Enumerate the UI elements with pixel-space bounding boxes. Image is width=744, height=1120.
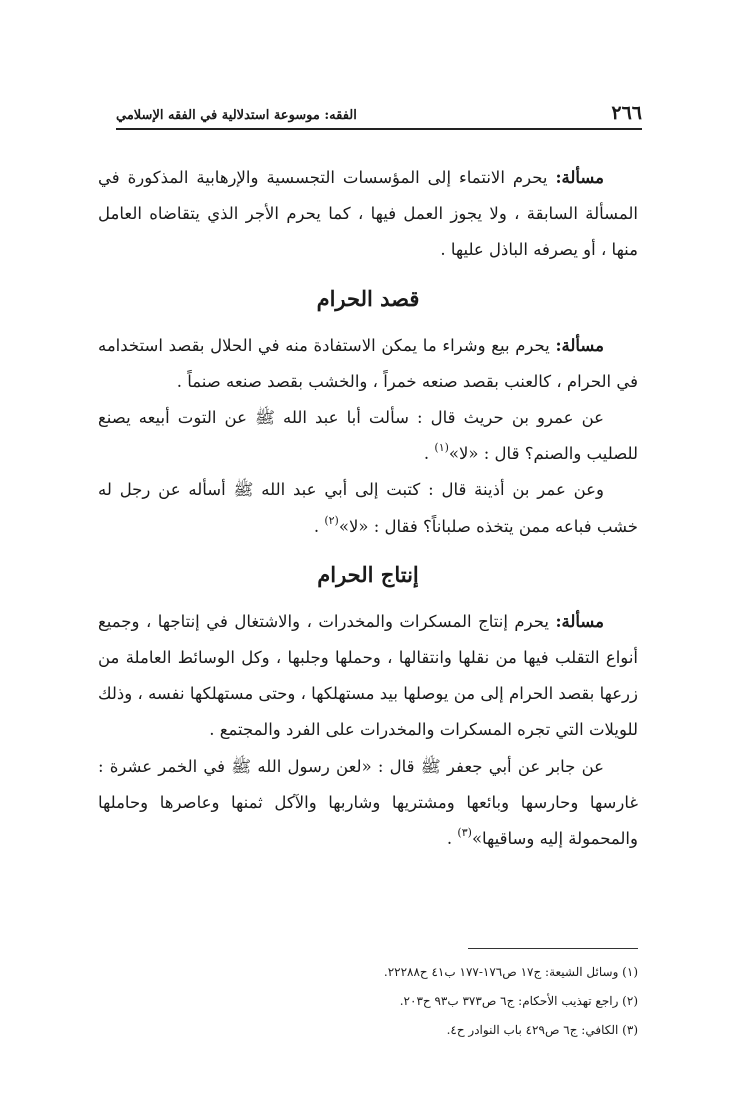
footnote-ref: (٢) [324, 513, 339, 527]
page-number: ٢٦٦ [611, 102, 642, 124]
paragraph-issue-2 [98, 328, 638, 400]
running-title: الفقه: موسوعة استدلالية في الفقه الإسلامي [116, 108, 357, 123]
paragraph-issue-3 [98, 604, 638, 749]
footnote: (٣) الكافي: ج٦ ص٤٢٩ باب النوادر ح٤. [446, 1023, 638, 1037]
page-body [98, 160, 638, 857]
paragraph-hadith-2 [98, 472, 638, 544]
paragraph-text: يحرم إنتاج المسكرات والمخدرات ، والاشتغال في إنتاجها ، وجميع أنواع التقلب فيها من نقلها وانتقالها ، وحملها وجلبها ، وكل الوسائط العاملة من زرعها بقصد الحرام إلى من يوصلها بيد مستهلكها ، وحتى مستهلكها نفسه ، وذلك للويلات التي تجره المسكرات والمخدرات على الفرد والمجتمع . [98, 611, 638, 740]
paragraph-text: وعن عمر بن أذينة قال : كتبت إلى أبي عبد الله ﷺ أسأله عن رجل له خشب فباعه ممن يتخذه صلباناً؟ فقال : «لا» [98, 480, 638, 536]
footnote: (١) وسائل الشيعة: ج١٧ ص١٧٦-١٧٧ ب٤١ ح٢٢٢٨٨. [383, 965, 638, 979]
paragraph-tail: . [313, 516, 325, 536]
footnote-ref: (٣) [457, 826, 472, 840]
paragraph-tail: . [423, 444, 435, 464]
paragraph-text: يحرم الانتماء إلى المؤسسات التجسسية والإرهابية المذكورة في المسألة السابقة ، ولا يجوز العمل فيها ، كما يحرم الأجر الذي يتقاضاه العامل منها ، أو يصرفه الباذل عليها . [98, 168, 638, 260]
paragraph-text: عن عمرو بن حريث قال : سألت أبا عبد الله ﷺ عن التوت أبيعه يصنع للصليب والصنم؟ قال : «لا» [98, 408, 638, 464]
issue-label: مسألة: [555, 168, 604, 187]
issue-label: مسألة: [555, 335, 604, 355]
paragraph-issue-1 [98, 160, 638, 269]
section-heading-intent: قصد الحرام [316, 285, 420, 311]
footnote-ref: (١) [434, 441, 449, 455]
issue-label: مسألة: [555, 611, 604, 631]
page-header [116, 98, 642, 130]
footnote: (٢) راجع تهذيب الأحكام: ج٦ ص٣٧٣ ب٩٣ ح٢٠٣. [399, 994, 638, 1008]
footnotes [118, 958, 638, 1045]
footnote-separator [468, 948, 638, 949]
paragraph-text: يحرم بيع وشراء ما يمكن الاستفادة منه في الحلال بقصد استخدامه في الحرام ، كالعنب بقصد صنعه خمراً ، والخشب بقصد صنعه صنماً . [98, 335, 638, 391]
paragraph-text: عن جابر عن أبي جعفر ﷺ قال : «لعن رسول الله ﷺ في الخمر عشرة : غارسها وحارسها وبائعها ومشتريها وشاربها والآكل ثمنها وعاصرها وحاملها والمحمولة إليه وساقيها» [98, 756, 638, 849]
paragraph-hadith-1 [98, 400, 638, 472]
section-heading-production: إنتاج الحرام [317, 561, 419, 587]
paragraph-tail: . [446, 829, 458, 849]
paragraph-hadith-3 [98, 749, 638, 858]
